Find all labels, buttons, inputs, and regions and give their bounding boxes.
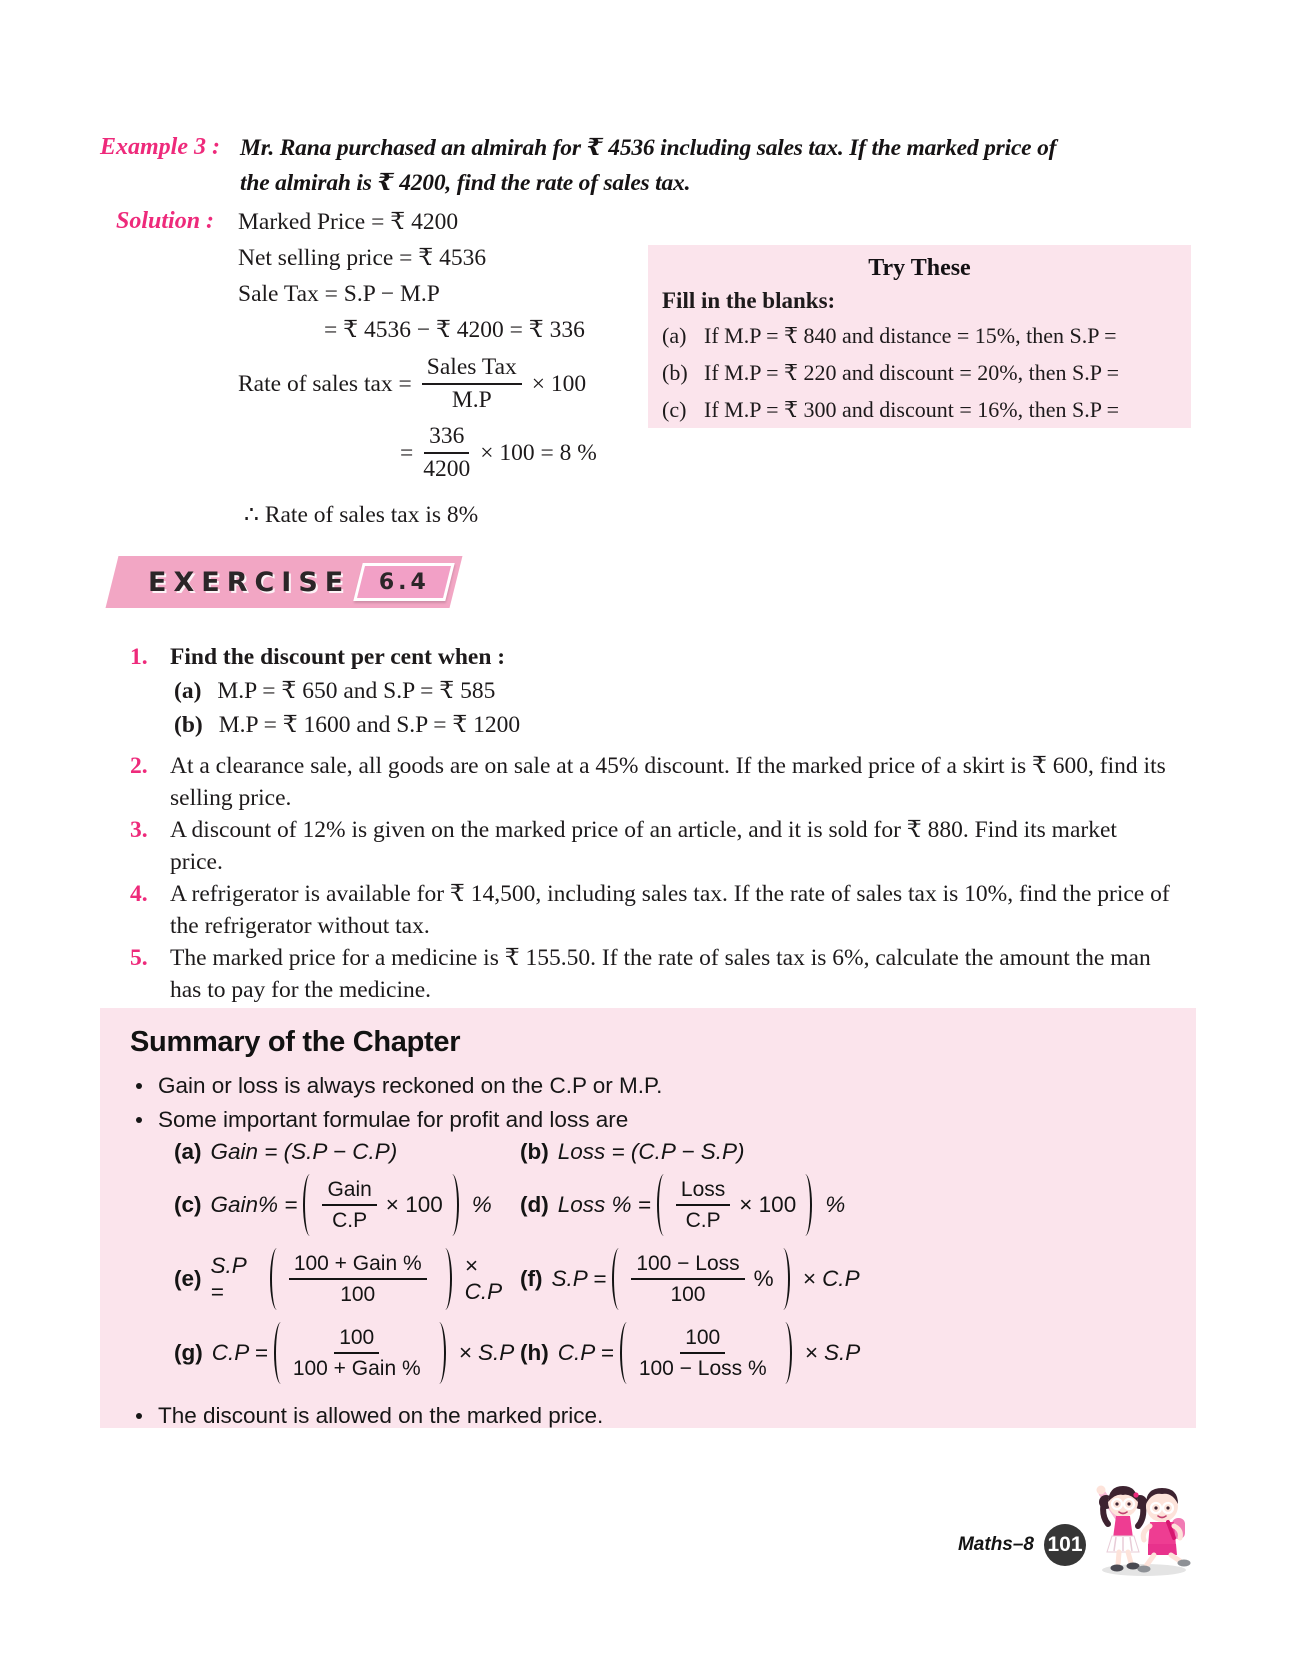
formula-outer-suffix: × C.P <box>464 1253 503 1304</box>
solution-line-net-selling: Net selling price = ₹ 4536 <box>238 245 487 271</box>
formula-label: (d) <box>520 1192 549 1217</box>
question-4 <box>130 878 1174 942</box>
subitem-text: M.P = ₹ 650 and S.P = ₹ 585 <box>217 678 496 704</box>
fraction-denominator: 4200 <box>423 456 471 482</box>
question-text: A discount of 12% is given on the marked price of an article, and it is sold for ₹ 880. Find its market price. <box>170 817 1117 875</box>
girl-figure <box>1097 1486 1148 1572</box>
paren-right <box>798 1174 812 1236</box>
formula-h <box>520 1322 866 1384</box>
paren-right <box>445 1174 459 1236</box>
paren-right <box>432 1322 446 1384</box>
formula-fraction <box>289 1251 427 1307</box>
fraction-numerator: Loss <box>676 1177 730 1206</box>
question-number: 4. <box>130 881 148 907</box>
solution-steps <box>238 204 597 532</box>
formula-label: (a) <box>174 1139 202 1164</box>
page-number: 101 <box>1047 1533 1083 1556</box>
solution-line-sale-tax: Sale Tax = S.P − M.P <box>238 281 440 307</box>
subitem-label: (a) <box>174 678 202 704</box>
formula-fraction <box>676 1177 730 1233</box>
formula-row-ab <box>174 1136 1166 1168</box>
formula-lhs: Loss % = <box>557 1192 651 1217</box>
fraction-numerator: 336 <box>424 423 469 454</box>
paren-left <box>270 1248 284 1310</box>
question-1a <box>174 674 1174 708</box>
example-label: Example 3 : <box>100 134 220 160</box>
fraction-denominator: 100 − Loss % <box>638 1357 767 1380</box>
formula-fraction <box>631 1251 744 1307</box>
formula-inner-suffix: × 100 <box>385 1192 443 1217</box>
fraction-numerator: 100 + Gain % <box>289 1251 427 1280</box>
item-text: If M.P = ₹ 300 and discount = 16%, then S.P = <box>704 397 1120 422</box>
item-label: (b) <box>662 360 688 385</box>
formula-lhs: S.P = <box>551 1266 607 1291</box>
paren-left <box>620 1322 634 1384</box>
try-these-item-b <box>662 354 1177 391</box>
bullet-text: Gain or loss is always reckoned on the C.P or M.P. <box>158 1073 663 1098</box>
formula-text: Loss = (C.P − S.P) <box>557 1139 745 1164</box>
subitem-label: (b) <box>174 712 203 738</box>
fraction-336-over-4200 <box>423 423 470 483</box>
try-these-subtitle: Fill in the blanks: <box>662 288 836 313</box>
formula-outer-suffix: × S.P <box>804 1340 861 1365</box>
solution-line-rate-formula <box>238 348 597 420</box>
formula-outer-suffix: % <box>471 1192 492 1217</box>
paren-left <box>657 1174 671 1236</box>
example-line-2: the almirah is ₹ 4200, find the rate of sales tax. <box>240 170 691 196</box>
solution-label: Solution : <box>116 208 215 234</box>
rate-value-equals: = <box>400 439 414 466</box>
summary-bullet-3 <box>136 1402 1166 1430</box>
exercise-number: 6.4 <box>378 569 430 595</box>
summary-bullet-1 <box>136 1072 1166 1100</box>
fraction-denominator: C.P <box>685 1209 721 1232</box>
formula-outer-suffix: % <box>825 1192 846 1217</box>
formula-label: (h) <box>520 1340 549 1365</box>
formula-label: (f) <box>520 1266 543 1291</box>
formula-g <box>174 1322 520 1384</box>
solution-line-rate-value <box>238 420 597 486</box>
question-2 <box>130 750 1174 814</box>
formula-f <box>520 1248 866 1310</box>
question-text: Find the discount per cent when : <box>170 644 506 670</box>
formula-lhs: S.P = <box>210 1253 246 1304</box>
paren-left <box>303 1174 317 1236</box>
formula-text: Gain = (S.P − C.P) <box>210 1139 398 1164</box>
rate-value-result: × 100 = 8 % <box>480 439 597 466</box>
formula-b <box>520 1139 866 1165</box>
question-5 <box>130 942 1174 1006</box>
bullet-dot <box>136 1117 142 1123</box>
formula-label: (e) <box>174 1266 202 1291</box>
question-text: At a clearance sale, all goods are on sale at a 45% discount. If the marked price of a skirt is ₹ 600, find its selling price. <box>170 753 1166 811</box>
formula-row-gh <box>174 1316 1166 1390</box>
formula-label: (g) <box>174 1340 203 1365</box>
exercise-number-badge <box>353 563 454 601</box>
exercise-title: EXERCISE <box>148 567 351 598</box>
summary-heading: Summary of the Chapter <box>130 1026 461 1058</box>
formula-lhs: Gain% = <box>210 1192 298 1217</box>
question-number: 5. <box>130 945 148 971</box>
fraction-numerator: Sales Tax <box>422 354 522 385</box>
question-text: A refrigerator is available for ₹ 14,500, including sales tax. If the rate of sales tax is 10%, find the price of the refrigerator without tax. <box>170 881 1170 939</box>
chapter-summary-box <box>100 1008 1196 1428</box>
paren-right <box>778 1322 792 1384</box>
formula-lhs: C.P = <box>211 1340 268 1365</box>
formula-row-cd <box>174 1168 1166 1242</box>
item-text: If M.P = ₹ 220 and discount = 20%, then S.P = <box>704 360 1120 385</box>
item-label: (c) <box>662 397 687 422</box>
bullet-dot <box>136 1083 142 1089</box>
solution-line-subtraction: = ₹ 4536 − ₹ 4200 = ₹ 336 <box>324 317 585 343</box>
fraction-denominator: 100 <box>670 1283 706 1306</box>
question-text: The marked price for a medicine is ₹ 155.50. If the rate of sales tax is 6%, calculate the amount the man has to pay for the medicine. <box>170 945 1151 1003</box>
fraction-numerator: 100 <box>680 1325 725 1354</box>
formula-label: (c) <box>174 1192 202 1217</box>
item-label: (a) <box>662 323 687 348</box>
formula-lhs: C.P = <box>557 1340 614 1365</box>
formula-inner-suffix: × 100 <box>739 1192 797 1217</box>
footer-book-title: Maths–8 <box>957 1534 1034 1555</box>
formula-fraction <box>639 1325 767 1381</box>
solution-line-marked-price: Marked Price = ₹ 4200 <box>238 209 459 235</box>
formula-e <box>174 1248 520 1310</box>
formula-row-ef <box>174 1242 1166 1316</box>
formula-fraction <box>293 1325 421 1381</box>
formula-fraction <box>322 1177 376 1233</box>
paren-right <box>776 1248 790 1310</box>
students-illustration <box>1088 1470 1198 1578</box>
formula-outer-suffix: × C.P <box>802 1266 860 1291</box>
formula-c <box>174 1174 520 1236</box>
fraction-denominator: 100 + Gain % <box>292 1357 421 1380</box>
question-1 <box>130 640 1174 674</box>
question-3 <box>130 814 1174 878</box>
exercise-questions <box>130 640 1174 1006</box>
paren-right <box>438 1248 452 1310</box>
rate-formula-times-100: × 100 <box>531 370 587 397</box>
question-number: 2. <box>130 753 148 779</box>
fraction-denominator: 100 <box>340 1283 376 1306</box>
fraction-denominator: M.P <box>451 387 492 413</box>
question-number: 3. <box>130 817 148 843</box>
formula-inner-suffix: % <box>753 1266 774 1291</box>
solution-conclusion: ∴ Rate of sales tax is 8% <box>244 502 479 528</box>
fraction-numerator: 100 − Loss <box>631 1251 744 1280</box>
paren-left <box>612 1248 626 1310</box>
try-these-title: Try These <box>868 255 971 281</box>
rate-formula-lhs: Rate of sales tax = <box>238 370 412 397</box>
bullet-text: The discount is allowed on the marked price. <box>158 1403 604 1428</box>
try-these-box <box>648 245 1191 428</box>
fraction-numerator: 100 <box>334 1325 379 1354</box>
formula-d <box>520 1174 866 1236</box>
paren-left <box>274 1322 288 1384</box>
subitem-text: M.P = ₹ 1600 and S.P = ₹ 1200 <box>218 712 521 738</box>
question-number: 1. <box>130 644 148 670</box>
formula-outer-suffix: × S.P <box>458 1340 515 1365</box>
example-line-1: Mr. Rana purchased an almirah for ₹ 4536 including sales tax. If the marked price of <box>240 135 1057 161</box>
fraction-sales-tax-over-mp <box>422 354 522 414</box>
bullet-text: Some important formulae for profit and loss are <box>158 1107 629 1132</box>
fraction-denominator: C.P <box>332 1209 368 1232</box>
try-these-item-c <box>662 391 1177 428</box>
page-number-badge <box>1044 1524 1086 1566</box>
question-1b <box>174 708 1174 742</box>
exercise-banner <box>112 556 456 608</box>
fraction-numerator: Gain <box>322 1177 376 1206</box>
formula-a <box>174 1139 520 1165</box>
formula-label: (b) <box>520 1139 549 1164</box>
bullet-dot <box>136 1413 142 1419</box>
try-these-item-a <box>662 317 1177 354</box>
item-text: If M.P = ₹ 840 and distance = 15%, then S.P = <box>704 323 1117 348</box>
summary-bullet-2 <box>136 1106 1166 1134</box>
example-text <box>240 131 1140 201</box>
